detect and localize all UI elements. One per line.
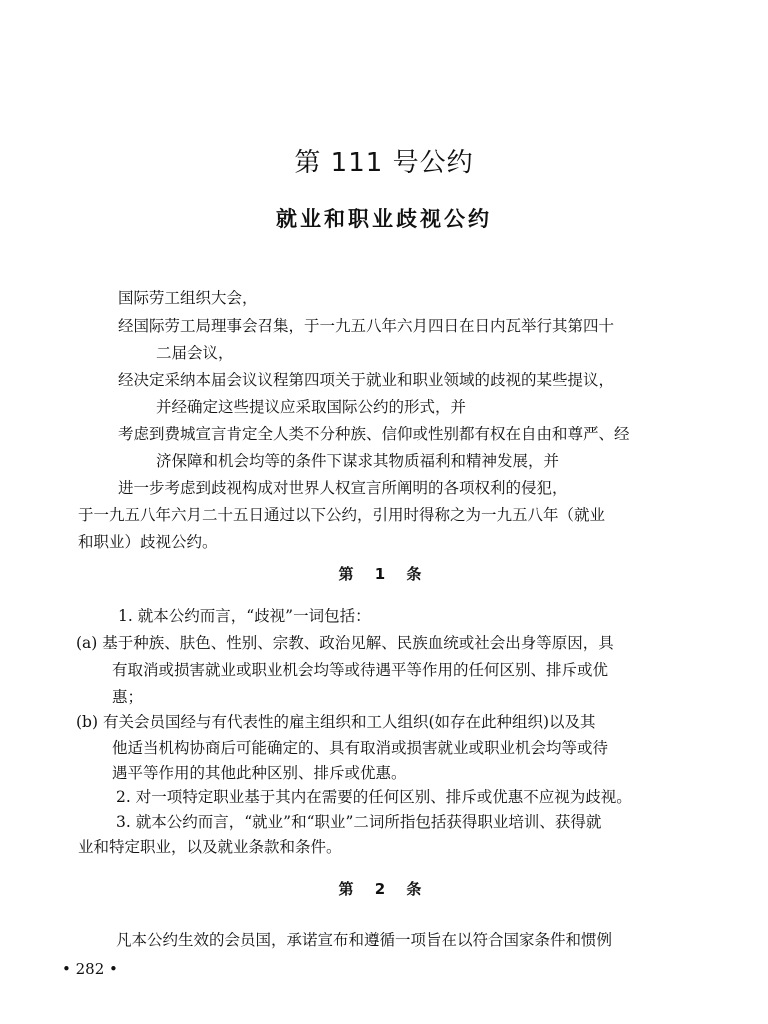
article-1-heading: 第 1 条: [338, 565, 430, 583]
preamble-line: 二届会议，: [156, 344, 234, 362]
article-line: 凡本公约生效的会员国，承诺宣布和遵循一项旨在以符合国家条件和惯例: [116, 931, 613, 949]
preamble-line: 经决定采纳本届会议议程第四项关于就业和职业领域的歧视的某些提议，: [118, 371, 615, 389]
article-line: 他适当机构协商后可能确定的、具有取消或损害就业或职业机会均等或待: [112, 739, 609, 757]
convention-number-title: 第 111 号公约: [294, 148, 474, 178]
preamble-line: 和职业）歧视公约。: [78, 533, 218, 551]
preamble-line: 经国际劳工局理事会召集，于一九五八年六月四日在日内瓦举行其第四十: [118, 317, 615, 335]
article-line: 遇平等作用的其他此种区别、排斥或优惠。: [112, 764, 407, 782]
article-line: 业和特定职业，以及就业条款和条件。: [78, 838, 342, 856]
article-line: (b) 有关会员国经与有代表性的雇主组织和工人组织(如存在此种组织)以及其: [76, 713, 596, 731]
page-number: • 282 •: [62, 960, 118, 978]
article-line: 惠；: [112, 688, 144, 706]
preamble-line: 济保障和机会均等的条件下谋求其物质福利和精神发展，并: [156, 452, 560, 470]
article-line: 3. 就本公约而言，“就业”和“职业”二词所指包括获得职业培训、获得就: [116, 813, 602, 831]
preamble-line: 并经确定这些提议应采取国际公约的形式，并: [156, 398, 467, 416]
article-line: 有取消或损害就业或职业机会均等或待遇平等作用的任何区别、排斥或优: [112, 661, 609, 679]
article-line: 1. 就本公约而言，“歧视”一词包括：: [118, 607, 371, 625]
preamble-line: 于一九五八年六月二十五日通过以下公约，引用时得称之为一九五八年（就业: [78, 506, 606, 524]
article-line: (a) 基于种族、肤色、性别、宗教、政治见解、民族血统或社会出身等原因，具: [76, 634, 614, 652]
preamble-line: 进一步考虑到歧视构成对世界人权宣言所阐明的各项权利的侵犯，: [118, 479, 568, 497]
convention-name-subtitle: 就业和职业歧视公约: [276, 207, 492, 231]
article-2-heading: 第 2 条: [338, 880, 430, 898]
preamble-line: 考虑到费城宣言肯定全人类不分种族、信仰或性别都有权在自由和尊严、经: [118, 425, 630, 443]
preamble-line: 国际劳工组织大会，: [118, 289, 258, 307]
article-line: 2. 对一项特定职业基于其内在需要的任何区别、排斥或优惠不应视为歧视。: [116, 788, 632, 806]
